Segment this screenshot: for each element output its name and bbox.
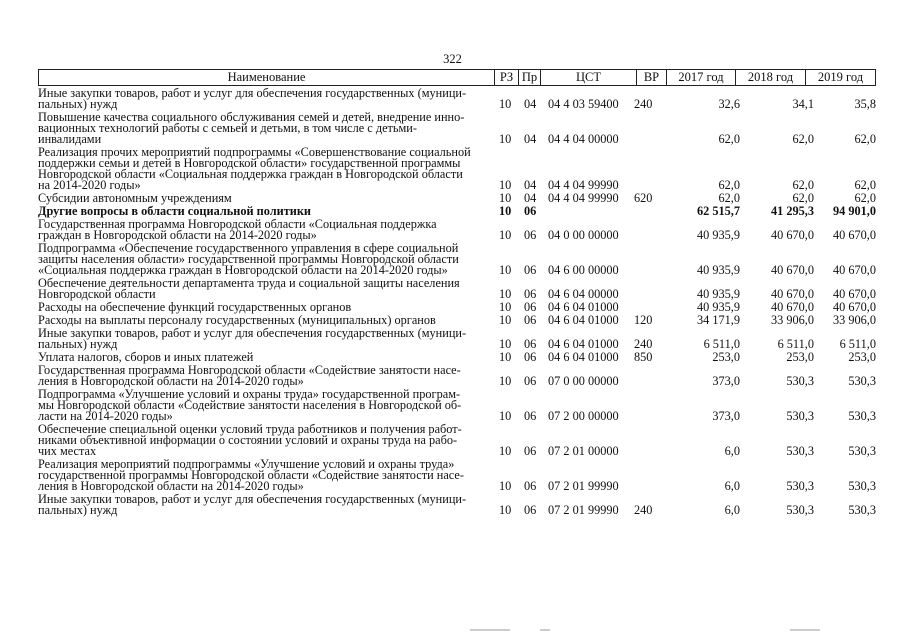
cell-y2019: 33 906,0 — [832, 313, 876, 327]
cell-vr: 240 — [634, 97, 653, 111]
cell-y2019: 530,3 — [848, 479, 876, 493]
cell-rz: 10 — [499, 503, 512, 517]
cell-cst: 04 6 04 01000 — [548, 300, 619, 314]
cell-cst: 07 2 01 00000 — [548, 444, 619, 458]
row-name: Подпрограмма «Улучшение условий и охраны труда» государственной програм- мы Новгородской области «Содействие занятости населения в Новгородской об- ласти на 2014-2020 годы» — [38, 387, 462, 423]
page-number: 322 — [443, 52, 462, 66]
row-name: Субсидии автономным учреждениям — [38, 191, 232, 205]
cell-y2019: 530,3 — [848, 444, 876, 458]
cell-rz: 10 — [499, 337, 512, 351]
table-row — [38, 424, 878, 457]
cell-y2017: 62,0 — [718, 178, 740, 192]
cell-cst: 07 2 01 99990 — [548, 479, 619, 493]
cell-cst: 04 6 04 00000 — [548, 287, 619, 301]
cell-vr: 120 — [634, 313, 653, 327]
cell-pr: 06 — [524, 263, 537, 277]
cell-y2019: 40 670,0 — [832, 263, 876, 277]
cell-pr: 06 — [524, 300, 537, 314]
cell-cst: 04 4 03 59400 — [548, 97, 619, 111]
cell-rz: 10 — [499, 444, 512, 458]
cell-rz: 10 — [499, 409, 512, 423]
cell-y2017: 62 515,7 — [696, 204, 740, 218]
header-pr: Пр — [518, 70, 540, 85]
cell-cst: 07 0 00 00000 — [548, 374, 619, 388]
cell-y2019: 6 511,0 — [839, 337, 876, 351]
cell-y2018: 40 670,0 — [770, 300, 814, 314]
cell-pr: 06 — [524, 444, 537, 458]
row-name: Реализация прочих мероприятий подпрограммы «Совершенствование социальной поддержки семьи и детей в Новгородской области» государственной программы Новгородской области «Социальная поддержка граждан в Новгородской области на 2014-2020 годы» — [38, 145, 471, 192]
cell-y2017: 6,0 — [724, 444, 740, 458]
cell-cst: 04 4 04 99990 — [548, 178, 619, 192]
cell-y2018: 62,0 — [792, 191, 814, 205]
cell-rz: 10 — [499, 479, 512, 493]
cell-y2018: 530,3 — [786, 409, 814, 423]
table-row — [38, 88, 878, 110]
cell-pr: 06 — [524, 503, 537, 517]
cell-y2017: 373,0 — [712, 409, 740, 423]
table-row — [38, 219, 878, 241]
table-row — [38, 328, 878, 350]
cell-y2019: 530,3 — [848, 374, 876, 388]
row-name: Повышение качества социального обслуживания семей и детей, внедрение инно- вационных технологий работы с семьей и детьми, в том числе с детьми- инвалидами — [38, 110, 465, 146]
scan-smudge — [790, 629, 820, 631]
cell-pr: 06 — [524, 350, 537, 364]
cell-y2017: 6 511,0 — [703, 337, 740, 351]
cell-y2018: 253,0 — [786, 350, 814, 364]
cell-y2018: 62,0 — [792, 178, 814, 192]
table-row — [38, 365, 878, 387]
table-row — [38, 315, 878, 326]
cell-y2018: 40 670,0 — [770, 287, 814, 301]
table-row — [38, 278, 878, 300]
scan-smudge — [470, 629, 510, 631]
row-name: Реализация мероприятий подпрограммы «Улучшение условий и охраны труда» государственной программы Новгородской области «Содействие занятости насе- ления в Новгородской области на 2014-2020 годы» — [38, 457, 464, 493]
header-2019: 2019 год — [805, 70, 875, 85]
row-name: Иные закупки товаров, работ и услуг для обеспечения государственных (муници- пальных) нужд — [38, 492, 467, 517]
row-name: Государственная программа Новгородской области «Социальная поддержка граждан в Новгородской области на 2014-2020 годы» — [38, 217, 437, 242]
cell-y2017: 40 935,9 — [696, 287, 740, 301]
cell-y2019: 62,0 — [854, 191, 876, 205]
header-rz: РЗ — [494, 70, 518, 85]
cell-pr: 04 — [524, 191, 537, 205]
cell-rz: 10 — [499, 287, 512, 301]
cell-rz: 10 — [499, 374, 512, 388]
cell-y2019: 40 670,0 — [832, 287, 876, 301]
header-name: Наименование — [227, 70, 306, 84]
cell-pr: 06 — [524, 204, 537, 218]
cell-y2018: 6 511,0 — [777, 337, 814, 351]
cell-y2018: 40 670,0 — [770, 263, 814, 277]
cell-rz: 10 — [499, 132, 512, 146]
table-row — [38, 494, 878, 516]
cell-y2019: 62,0 — [854, 132, 876, 146]
cell-pr: 04 — [524, 97, 537, 111]
cell-y2018: 41 295,3 — [770, 204, 814, 218]
cell-y2018: 530,3 — [786, 374, 814, 388]
cell-y2017: 32,6 — [718, 97, 740, 111]
cell-y2018: 40 670,0 — [770, 228, 814, 242]
cell-rz: 10 — [499, 263, 512, 277]
cell-pr: 06 — [524, 409, 537, 423]
cell-rz: 10 — [499, 300, 512, 314]
cell-pr: 04 — [524, 178, 537, 192]
cell-pr: 06 — [524, 287, 537, 301]
table-row — [38, 112, 878, 145]
cell-cst: 04 6 00 00000 — [548, 263, 619, 277]
cell-rz: 10 — [499, 191, 512, 205]
cell-rz: 10 — [499, 204, 512, 218]
cell-pr: 06 — [524, 313, 537, 327]
table-row — [38, 147, 878, 191]
row-name: Иные закупки товаров, работ и услуг для обеспечения государственных (муници- пальных) нужд — [38, 86, 467, 111]
cell-y2019: 40 670,0 — [832, 300, 876, 314]
row-name: Подпрограмма «Обеспечение государственного управления в сфере социальной защиты населения области» государственной программы Новгородской области «Социальная поддержка граждан в Новгородской области на 2014-2020 годы» — [38, 241, 459, 277]
cell-vr: 850 — [634, 350, 653, 364]
cell-y2019: 530,3 — [848, 503, 876, 517]
cell-rz: 10 — [499, 313, 512, 327]
cell-y2018: 62,0 — [792, 132, 814, 146]
table-row — [38, 193, 878, 204]
table-row — [38, 352, 878, 363]
cell-y2017: 62,0 — [718, 191, 740, 205]
table-header — [38, 69, 876, 86]
cell-y2018: 530,3 — [786, 479, 814, 493]
cell-rz: 10 — [499, 97, 512, 111]
cell-cst: 07 2 00 00000 — [548, 409, 619, 423]
cell-cst: 04 6 04 01000 — [548, 337, 619, 351]
table-row — [38, 389, 878, 422]
cell-y2019: 62,0 — [854, 178, 876, 192]
cell-y2019: 94 901,0 — [832, 204, 876, 218]
cell-y2017: 6,0 — [724, 503, 740, 517]
cell-y2017: 34 171,9 — [696, 313, 740, 327]
cell-cst: 04 6 04 01000 — [548, 313, 619, 327]
header-cst: ЦСТ — [540, 70, 636, 85]
cell-y2019: 530,3 — [848, 409, 876, 423]
cell-vr: 240 — [634, 503, 653, 517]
cell-y2017: 40 935,9 — [696, 300, 740, 314]
cell-pr: 04 — [524, 132, 537, 146]
row-name: Иные закупки товаров, работ и услуг для обеспечения государственных (муници- пальных) нужд — [38, 326, 467, 351]
cell-y2017: 40 935,9 — [696, 263, 740, 277]
cell-pr: 06 — [524, 374, 537, 388]
cell-rz: 10 — [499, 178, 512, 192]
cell-rz: 10 — [499, 228, 512, 242]
header-2018: 2018 год — [735, 70, 805, 85]
cell-cst: 07 2 01 99990 — [548, 503, 619, 517]
row-name: Расходы на выплаты персоналу государственных (муниципальных) органов — [38, 313, 436, 327]
row-name: Расходы на обеспечение функций государственных органов — [38, 300, 352, 314]
cell-cst: 04 4 04 00000 — [548, 132, 619, 146]
table-row — [38, 243, 878, 276]
table-row — [38, 302, 878, 313]
cell-y2017: 40 935,9 — [696, 228, 740, 242]
cell-y2018: 530,3 — [786, 444, 814, 458]
cell-pr: 06 — [524, 479, 537, 493]
table-row — [38, 459, 878, 492]
table-row — [38, 206, 878, 217]
cell-y2017: 373,0 — [712, 374, 740, 388]
cell-vr: 620 — [634, 191, 653, 205]
header-vr: ВР — [636, 70, 666, 85]
row-name: Обеспечение деятельности департамента труда и социальной защиты населения Новгородской области — [38, 276, 460, 301]
cell-y2018: 34,1 — [792, 97, 814, 111]
row-name: Другие вопросы в области социальной политики — [38, 204, 311, 218]
header-2017: 2017 год — [666, 70, 735, 85]
table-body — [38, 88, 878, 516]
row-name: Государственная программа Новгородской области «Содействие занятости насе- ления в Новгородской области на 2014-2020 годы» — [38, 363, 461, 388]
cell-y2017: 6,0 — [724, 479, 740, 493]
cell-cst: 04 4 04 99990 — [548, 191, 619, 205]
cell-y2017: 62,0 — [718, 132, 740, 146]
cell-y2017: 253,0 — [712, 350, 740, 364]
cell-y2019: 40 670,0 — [832, 228, 876, 242]
row-name: Обеспечение специальной оценки условий труда работников и получения работ- никами объективной информации о состоянии условий и охраны труда на рабо- чих местах — [38, 422, 462, 458]
cell-y2019: 35,8 — [854, 97, 876, 111]
cell-y2019: 253,0 — [848, 350, 876, 364]
cell-pr: 06 — [524, 228, 537, 242]
cell-y2018: 530,3 — [786, 503, 814, 517]
row-name: Уплата налогов, сборов и иных платежей — [38, 350, 254, 364]
cell-cst: 04 6 04 01000 — [548, 350, 619, 364]
cell-cst: 04 0 00 00000 — [548, 228, 619, 242]
cell-y2018: 33 906,0 — [770, 313, 814, 327]
cell-pr: 06 — [524, 337, 537, 351]
scan-smudge — [540, 629, 550, 631]
cell-rz: 10 — [499, 350, 512, 364]
cell-vr: 240 — [634, 337, 653, 351]
